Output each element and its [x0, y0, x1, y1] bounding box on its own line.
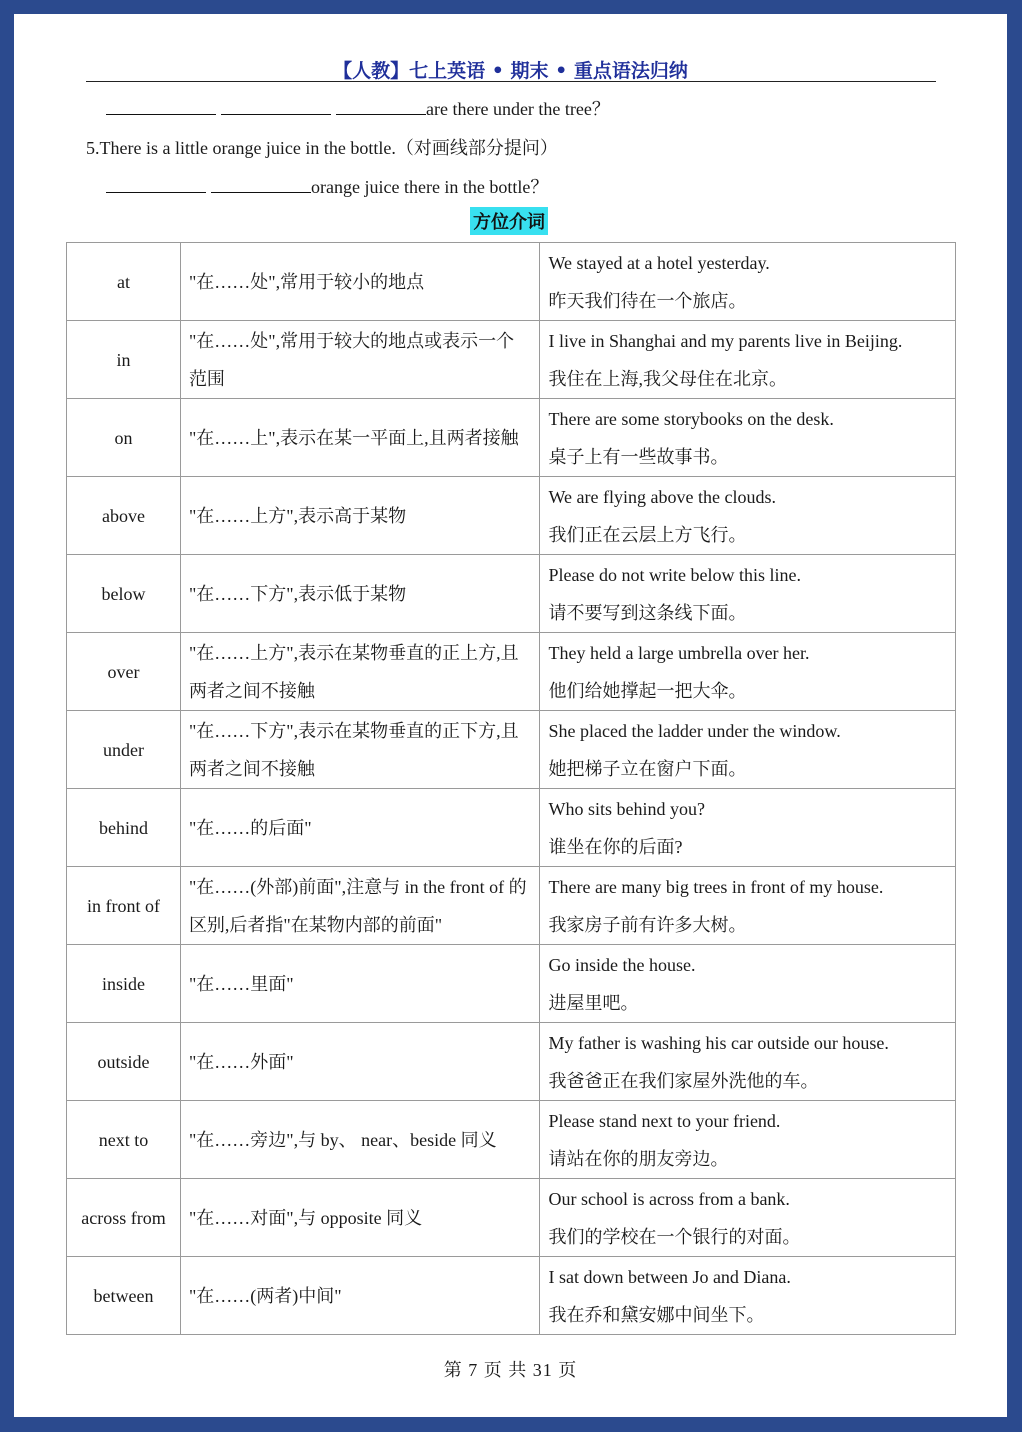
- preposition-cell: at: [67, 243, 181, 321]
- example-cell: [540, 1257, 956, 1335]
- example-english: I live in Shanghai and my parents live in Beijing.: [548, 330, 903, 351]
- meaning-cell: "在……(两者)中间": [180, 1257, 540, 1335]
- table-row: [67, 477, 956, 555]
- meaning-cell: "在……的后面": [180, 789, 540, 867]
- example-chinese: 进屋里吧。: [548, 992, 639, 1013]
- page-footer: 第 7 页 共 31 页: [443, 1360, 578, 1380]
- answer-blank: [106, 96, 216, 115]
- meaning-cell: "在……对面",与 opposite 同义: [180, 1179, 540, 1257]
- preposition-cell: in: [67, 321, 181, 399]
- example-cell: [540, 555, 956, 633]
- table-row: [67, 321, 956, 399]
- example-chinese: 桌子上有一些故事书。: [548, 446, 729, 467]
- example-english: I sat down between Jo and Diana.: [548, 1266, 791, 1287]
- answer-blank: [336, 96, 426, 115]
- preposition-cell: above: [67, 477, 181, 555]
- example-chinese: 我在乔和黛安娜中间坐下。: [548, 1304, 765, 1325]
- example-english: We stayed at a hotel yesterday.: [548, 252, 770, 273]
- meaning-cell: "在……里面": [180, 945, 540, 1023]
- meaning-cell: "在……外面": [180, 1023, 540, 1101]
- example-cell: [540, 1023, 956, 1101]
- question-5: 5.There is a little orange juice in the bottle.（对画线部分提问）: [86, 138, 558, 158]
- header-divider: [86, 81, 936, 82]
- section-title: 方位介词: [470, 207, 548, 235]
- example-cell: [540, 321, 956, 399]
- preposition-cell: in front of: [67, 867, 181, 945]
- example-cell: [540, 789, 956, 867]
- example-english: Who sits behind you?: [548, 798, 705, 819]
- exercise-line-1: [106, 95, 610, 121]
- table-row: [67, 1179, 956, 1257]
- table-row: [67, 1101, 956, 1179]
- example-cell: [540, 711, 956, 789]
- example-chinese: 我们的学校在一个银行的对面。: [548, 1226, 801, 1247]
- preposition-table: [66, 242, 956, 1335]
- preposition-cell: on: [67, 399, 181, 477]
- example-chinese: 我家房子前有许多大树。: [548, 914, 747, 935]
- example-cell: [540, 477, 956, 555]
- table-row: [67, 867, 956, 945]
- example-cell: [540, 1101, 956, 1179]
- meaning-cell: "在……旁边",与 by、 near、beside 同义: [180, 1101, 540, 1179]
- example-english: We are flying above the clouds.: [548, 486, 776, 507]
- table-row: [67, 555, 956, 633]
- table-row: [67, 789, 956, 867]
- example-english: Please stand next to your friend.: [548, 1110, 781, 1131]
- example-cell: [540, 945, 956, 1023]
- preposition-cell: outside: [67, 1023, 181, 1101]
- table-row: [67, 945, 956, 1023]
- example-chinese: 昨天我们待在一个旅店。: [548, 290, 747, 311]
- example-chinese: 她把梯子立在窗户下面。: [548, 758, 747, 779]
- example-chinese: 谁坐在你的后面?: [548, 836, 683, 857]
- exercise-line-1-text: are there under the tree？: [426, 99, 610, 119]
- preposition-cell: inside: [67, 945, 181, 1023]
- page-header: 【人教】七上英语 • 期末 • 重点语法归纳: [333, 60, 688, 82]
- table-row: [67, 1257, 956, 1335]
- table-row: [67, 711, 956, 789]
- preposition-cell: between: [67, 1257, 181, 1335]
- table-row: [67, 399, 956, 477]
- preposition-cell: behind: [67, 789, 181, 867]
- example-chinese: 我住在上海,我父母住在北京。: [548, 368, 787, 389]
- table-row: [67, 633, 956, 711]
- example-cell: [540, 633, 956, 711]
- example-english: She placed the ladder under the window.: [548, 720, 841, 741]
- exercise-line-2-text: orange juice there in the bottle？: [311, 177, 549, 197]
- meaning-cell: "在……(外部)前面",注意与 in the front of 的区别,后者指"在某物内部的前面": [180, 867, 540, 945]
- meaning-cell: "在……处",常用于较小的地点: [180, 243, 540, 321]
- example-chinese: 我们正在云层上方飞行。: [548, 524, 747, 545]
- table-row: [67, 1023, 956, 1101]
- meaning-cell: "在……处",常用于较大的地点或表示一个范围: [180, 321, 540, 399]
- meaning-cell: "在……下方",表示低于某物: [180, 555, 540, 633]
- meaning-cell: "在……上方",表示在某物垂直的正上方,且两者之间不接触: [180, 633, 540, 711]
- answer-blank: [211, 174, 311, 193]
- answer-blank: [106, 174, 206, 193]
- example-chinese: 请不要写到这条线下面。: [548, 602, 747, 623]
- example-chinese: 请站在你的朋友旁边。: [548, 1148, 729, 1169]
- example-cell: [540, 867, 956, 945]
- preposition-cell: next to: [67, 1101, 181, 1179]
- example-english: There are many big trees in front of my house.: [548, 876, 884, 897]
- example-english: Our school is across from a bank.: [548, 1188, 790, 1209]
- exercise-line-2: [106, 173, 548, 199]
- preposition-cell: over: [67, 633, 181, 711]
- example-english: They held a large umbrella over her.: [548, 642, 810, 663]
- example-cell: [540, 399, 956, 477]
- meaning-cell: "在……上方",表示高于某物: [180, 477, 540, 555]
- example-english: Go inside the house.: [548, 954, 696, 975]
- table-row: [67, 243, 956, 321]
- example-english: There are some storybooks on the desk.: [548, 408, 834, 429]
- example-chinese: 我爸爸正在我们家屋外洗他的车。: [548, 1070, 819, 1091]
- answer-blank: [221, 96, 331, 115]
- preposition-cell: across from: [67, 1179, 181, 1257]
- preposition-cell: under: [67, 711, 181, 789]
- example-english: Please do not write below this line.: [548, 564, 801, 585]
- meaning-cell: "在……下方",表示在某物垂直的正下方,且两者之间不接触: [180, 711, 540, 789]
- preposition-cell: below: [67, 555, 181, 633]
- example-cell: [540, 1179, 956, 1257]
- example-cell: [540, 243, 956, 321]
- example-english: My father is washing his car outside our house.: [548, 1032, 889, 1053]
- example-chinese: 他们给她撑起一把大伞。: [548, 680, 747, 701]
- document-page: [14, 14, 1007, 1417]
- meaning-cell: "在……上",表示在某一平面上,且两者接触: [180, 399, 540, 477]
